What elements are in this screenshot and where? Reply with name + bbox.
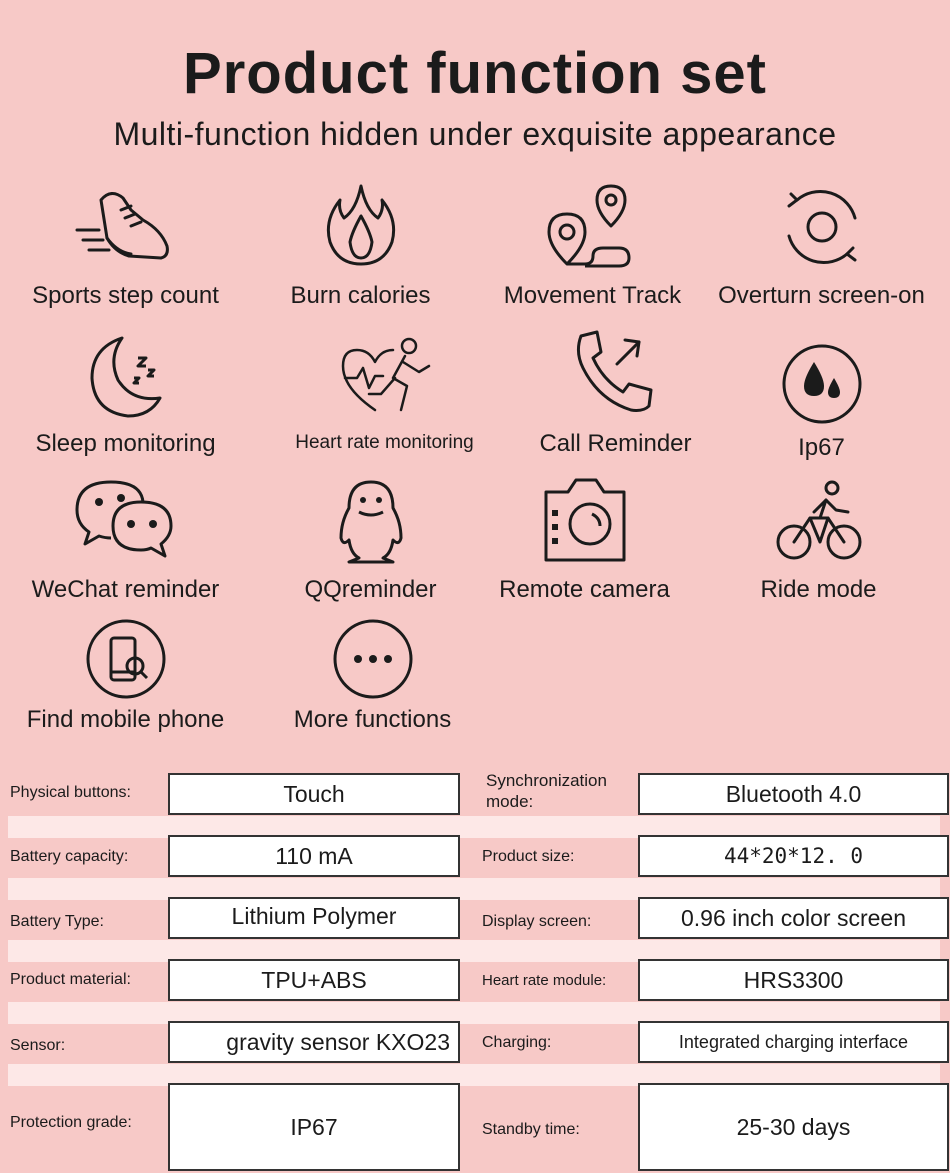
running-shoe-icon <box>71 180 181 270</box>
feature-label: Sleep monitoring <box>35 430 216 457</box>
moon-sleep-icon <box>86 332 166 422</box>
spec-label: Display screen: <box>482 913 592 930</box>
spec-value: Bluetooth 4.0 <box>638 773 949 815</box>
spec-value: 25-30 days <box>638 1083 949 1171</box>
feature-sports-step-count <box>8 178 243 308</box>
feature-label: Burn calories <box>290 282 431 309</box>
feature-label: Find mobile phone <box>26 706 225 733</box>
page-subtitle: Multi-function hidden under exquisite appearance <box>113 116 837 152</box>
feature-burn-calories <box>243 178 478 308</box>
feature-find-mobile-phone <box>8 616 243 736</box>
feature-label: Overturn screen-on <box>718 282 925 309</box>
feature-heart-rate-monitoring <box>267 328 502 458</box>
feature-ip67 <box>704 328 939 461</box>
rotate-icon <box>777 182 867 272</box>
feature-label: Heart rate monitoring <box>295 432 474 453</box>
wechat-icon <box>71 476 181 566</box>
feature-label: QQreminder <box>304 576 437 603</box>
find-phone-icon <box>85 618 167 700</box>
feature-label: WeChat reminder <box>31 576 220 603</box>
bicycle-icon <box>774 478 864 568</box>
location-route-icon <box>545 180 641 272</box>
spec-value: HRS3300 <box>638 959 949 1001</box>
spec-value: 0.96 inch color screen <box>638 897 949 939</box>
spec-value: 44*20*12. 0 <box>638 835 949 877</box>
spec-label: Physical buttons: <box>10 784 131 801</box>
more-dots-icon <box>332 618 414 700</box>
camera-icon <box>540 476 630 566</box>
feature-more-functions <box>255 616 490 736</box>
feature-label: Sports step count <box>32 282 219 309</box>
feature-label: Ride mode <box>760 576 877 603</box>
feature-wechat-reminder <box>8 474 243 604</box>
feature-label: Remote camera <box>499 576 670 603</box>
feature-remote-camera <box>467 474 702 604</box>
spec-label: Charging: <box>482 1034 552 1051</box>
spec-value: IP67 <box>168 1083 460 1171</box>
feature-call-reminder <box>498 328 733 458</box>
spec-label: Battery capacity: <box>10 848 129 865</box>
spec-value: TPU+ABS <box>168 959 460 1001</box>
spec-label: Standby time: <box>482 1121 580 1138</box>
spec-value: Integrated charging interface <box>638 1021 949 1063</box>
spec-value: Lithium Polymer <box>168 897 460 939</box>
feature-label: Ip67 <box>798 434 845 461</box>
spec-label: Synchronization mode: <box>486 771 607 811</box>
spec-value: 110 mA <box>168 835 460 877</box>
feature-overturn-screen-on <box>704 178 939 308</box>
feature-sleep-monitoring <box>8 328 243 458</box>
feature-label: Call Reminder <box>539 430 692 457</box>
flame-icon <box>316 180 406 270</box>
feature-label: Movement Track <box>503 282 682 309</box>
feature-label: More functions <box>293 706 452 733</box>
feature-movement-track <box>475 178 710 308</box>
spec-label: Product material: <box>10 971 131 988</box>
water-drop-icon <box>780 342 864 426</box>
spec-label: Product size: <box>482 848 575 865</box>
spec-value: Touch <box>168 773 460 815</box>
feature-qq-reminder <box>253 474 488 604</box>
spec-label: Heart rate module: <box>482 972 607 989</box>
spec-value: gravity sensor KXO23 <box>168 1021 460 1063</box>
heart-runner-icon <box>335 332 435 422</box>
phone-call-icon <box>571 328 661 418</box>
spec-label: Protection grade: <box>10 1114 132 1131</box>
feature-ride-mode <box>701 474 936 604</box>
spec-label: Battery Type: <box>10 913 104 930</box>
spec-label: Sensor: <box>10 1037 66 1054</box>
qq-penguin-icon <box>331 478 411 568</box>
page-title: Product function set <box>183 41 767 106</box>
